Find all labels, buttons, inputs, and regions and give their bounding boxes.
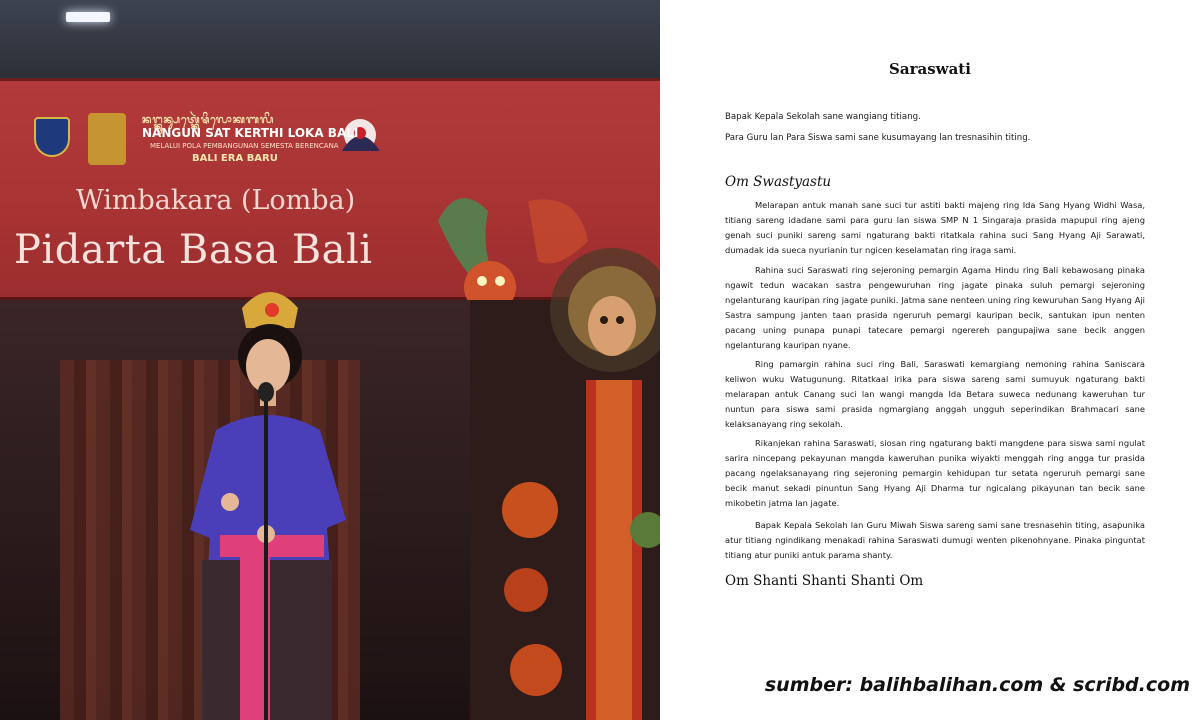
banner-org-tagline: MELALUI POLA PEMBANGUNAN SEMESTA BERENCANA: [150, 142, 339, 150]
province-logo: [34, 117, 70, 157]
banner-org-name: NANGUN SAT KERTHI LOKA BALI: [142, 126, 359, 140]
document-title: Saraswati: [889, 60, 971, 78]
source-credit: sumber: balihbalihan.com & scribd.com: [764, 674, 1190, 696]
barong-decoration: [500, 230, 660, 720]
banner-subtitle: Wimbakara (Lomba): [76, 185, 356, 216]
anniversary-logo: [88, 113, 126, 165]
banner-balinese-script: ᬦᬗ᭄ᬓᬸᬦ᭄ᬲᬢ᭄ᬓᬾᬃᬣᬶᬮᭀᬓᬩᬮᬶ: [142, 113, 275, 126]
speech-paragraph: Rikanjekan rahina Saraswati, siosan ring ngaturang bakti mangdene para siswa sami ngulat sarira nincepang pekayunan mangda kaweruhan punika wiyakti menggah ring angga tur prasida pacang ngelaksanayang ring sejeroning pemargin kehidupan tur setata ngeruruh pemargi sane becik manut sekadi pinuntun Sang Hyang Aji Dharma tur ngicalang pikayunan tan becik sane mikobetin jatma lan jagate.: [725, 438, 1145, 508]
speech-paragraph: Ring pamargin rahina suci ring Bali, Saraswati kemargiang nemoning rahina Saniscara keliwon wuku Watugunung. Ritatkaal irika para siswa sareng sami sumuyuk ngaturang bakti melarapan antuk Canang suci lan wangi mangda Ida Betara suweca nedunang kaweruhan tur nuntun para siswa sami prasida ngmargiang anggah ungguh seperindikan Brahmacari sane kelaksanayang ring sekolah.: [725, 359, 1145, 429]
ceiling-light: [66, 12, 110, 22]
speech-paragraph: Rahina suci Saraswati ring sejeroning pemargin Agama Hindu ring Bali kebawosang pinaka ngawit tedun wacakan sastra pengewuruhan ring jagate pinaka suluh pemargi sejeroning ngelanturang kauripan ring jagate puniki. Jatma sane nenteen uning ring kewuruhan Sang Hyang Aji Sastra sampung janten taan prasida ngeruruh pemargi kauripan becik, santukan ipun nenten pacang uning punapa punapi tatecare pemargi ngerereh pangupajiwa sane becik anggen ngelanturang kauripan nyane.: [725, 265, 1145, 350]
greeting-teachers-students: Para Guru lan Para Siswa sami sane kusumayang lan tresnasihin titing.: [725, 133, 1031, 143]
speech-paragraph: Melarapan antuk manah sane suci tur astiti bakti majeng ring Ida Sang Hyang Widhi Wasa, titiang sareng idadane sami para guru lan siswa SMP N 1 Singaraja prasida mapupul ring ajeng genah suci puniki sareng sami ngaturang bakti ritatkala rahina suci Sang Hyang Aji Sarawati, dumadak ida sueca nyurianin tur ngicen keselamatan ring iraga sami.: [725, 200, 1145, 255]
speech-paragraph: Bapak Kepala Sekolah lan Guru Miwah Siswa sareng sami sane tresnasehin titing, asapunika atur titiang ngindikang menakadi rahina Saraswati dumugi wenten pikenohnyane. Pinaka pinguntat titiang atur puniki antuk parama shanty.: [725, 520, 1145, 560]
speech-document: [660, 0, 1200, 720]
banner-title: Pidarta Basa Bali: [14, 227, 373, 273]
opening-salutation: Om Swastyastu: [725, 174, 832, 190]
banner-era: BALI ERA BARU: [192, 153, 278, 164]
balinese-speaker: [180, 280, 360, 720]
closing-salutation: Om Shanti Shanti Shanti Om: [725, 573, 924, 589]
greeting-principal: Bapak Kepala Sekolah sane wangiang titiang.: [725, 112, 921, 122]
